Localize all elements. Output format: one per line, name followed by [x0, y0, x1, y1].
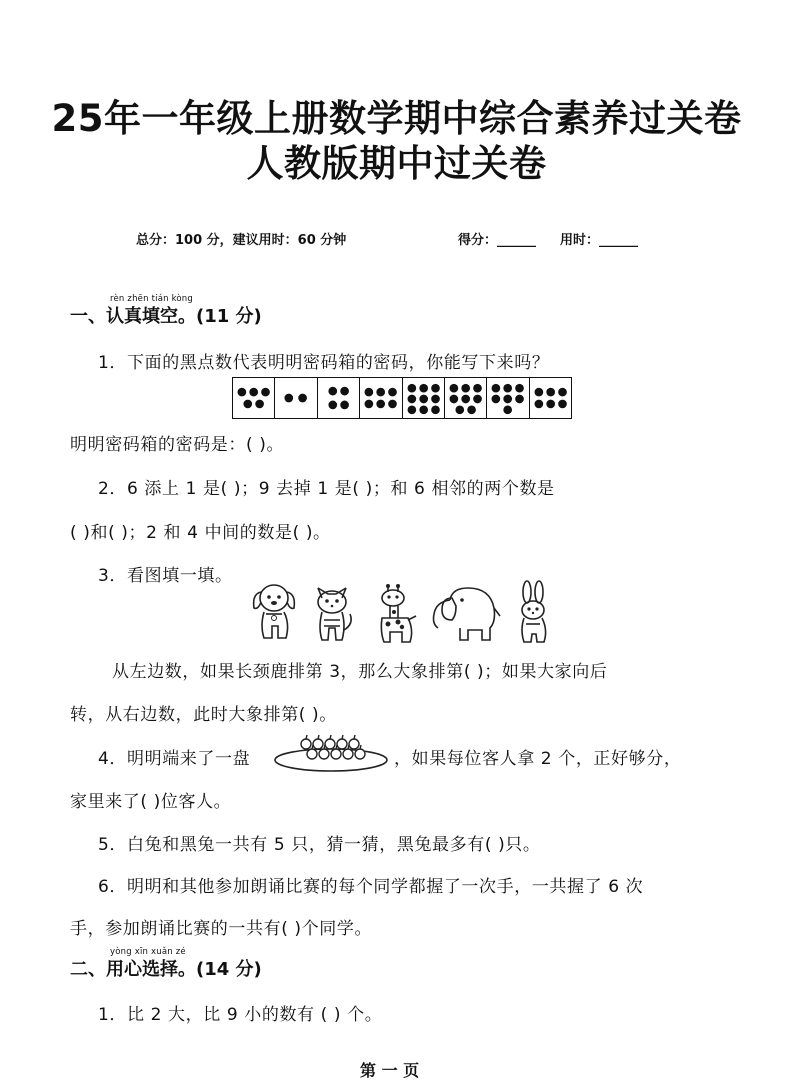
apple [313, 739, 323, 749]
dot [249, 388, 258, 397]
question-3-line1: 从左边数，如果长颈鹿排第 3，那么大象排第( )；如果大家向后 [112, 662, 608, 682]
dot [473, 384, 482, 393]
question-3-line2: 转，从右边数，此时大象排第( )。 [70, 705, 337, 725]
dot [558, 388, 567, 397]
dot [449, 395, 458, 404]
giraffe-icon [368, 580, 424, 646]
dot [388, 388, 397, 397]
score-field: 得分：______ [458, 233, 537, 248]
dot [340, 387, 349, 396]
apple-stem [306, 735, 307, 739]
apple [355, 749, 365, 759]
apple [349, 739, 359, 749]
question-2-line2: ( )和( )；2 和 4 中间的数是( )。 [70, 523, 331, 543]
dot-cell [403, 378, 445, 418]
exam-info: 总分：100 分，建议用时：60 分钟 [136, 233, 347, 248]
dot-cell [318, 378, 360, 418]
dot [455, 405, 464, 414]
dot-pattern [530, 378, 571, 418]
dot [419, 405, 428, 414]
rabbit-icon [512, 580, 552, 646]
apple [319, 749, 329, 759]
apple [301, 739, 311, 749]
dot [546, 388, 555, 397]
dot [388, 400, 397, 409]
dog-icon [248, 580, 300, 644]
dot-cell [530, 378, 571, 418]
dot-password-row [232, 377, 572, 419]
dot [504, 405, 513, 414]
dot [376, 388, 385, 397]
dot-pattern [233, 378, 274, 418]
dot [558, 400, 567, 409]
apple-stem [348, 745, 349, 749]
apple-stem [318, 735, 319, 739]
dot [492, 395, 501, 404]
question-4-part2: ，如果每位客人拿 2 个，正好够分， [394, 749, 682, 769]
dot [534, 400, 543, 409]
question-3: 3．看图填一填。 [98, 566, 233, 586]
section2-question-1: 1．比 2 大，比 9 小的数有 ( ) 个。 [98, 1005, 383, 1025]
apple [343, 749, 353, 759]
dot [449, 384, 458, 393]
section2-pinyin: yòng xīn xuǎn zé [110, 947, 186, 957]
elephant-icon [428, 580, 504, 644]
question-4-line2: 家里来了( )位客人。 [70, 792, 232, 812]
dot-pattern [445, 378, 486, 418]
question-4-part1: 4．明明端来了一盘 [98, 749, 251, 769]
dot-pattern [487, 378, 528, 418]
cat-icon [308, 580, 356, 644]
dot [407, 395, 416, 404]
apple-stem [354, 735, 355, 739]
question-6-line1: 6．明明和其他参加朗诵比赛的每个同学都握了一次手，一共握了 6 次 [98, 877, 644, 897]
dot [407, 405, 416, 414]
apple [307, 749, 317, 759]
exam-title-line1: 25年一年级上册数学期中综合素养过关卷 [51, 97, 742, 140]
dot-cell [487, 378, 529, 418]
dot [431, 384, 440, 393]
dot [261, 388, 270, 397]
apple-stem [342, 735, 343, 739]
apple [331, 749, 341, 759]
dot-pattern [275, 378, 316, 418]
dot [515, 395, 524, 404]
dot [340, 401, 349, 410]
question-5: 5．白兔和黑兔一共有 5 只，猜一猜，黑兔最多有( )只。 [98, 835, 541, 855]
dot [504, 384, 513, 393]
question-2-line1: 2．6 添上 1 是( )；9 去掉 1 是( )；和 6 相邻的两个数是 [98, 479, 555, 499]
dot [515, 384, 524, 393]
dot [328, 387, 337, 396]
apple-stem [324, 745, 325, 749]
dot-pattern [360, 378, 401, 418]
dot [243, 400, 252, 409]
dot [461, 395, 470, 404]
dot [431, 405, 440, 414]
apple-stem [360, 745, 361, 749]
dot-pattern [318, 378, 359, 418]
section2-title: 二、用心选择。(14 分) [70, 959, 262, 980]
section1-title: 一、认真填空。(11 分) [70, 306, 262, 327]
question-1-answer: 明明密码箱的密码是：( )。 [70, 435, 285, 455]
apple-stem [330, 735, 331, 739]
apple [325, 739, 335, 749]
dot-cell [233, 378, 275, 418]
dot [365, 400, 374, 409]
dot [328, 401, 337, 410]
question-1: 1．下面的黑点数代表明明密码箱的密码，你能写下来吗？ [98, 353, 550, 373]
dot [534, 388, 543, 397]
exam-title-line2: 人教版期中过关卷 [246, 142, 547, 185]
dot [299, 394, 308, 403]
dot [492, 384, 501, 393]
time-field: 用时：______ [560, 233, 639, 248]
apple-plate-icon [272, 730, 390, 774]
apple-stem [312, 745, 313, 749]
dot [285, 394, 294, 403]
dot-cell [275, 378, 317, 418]
section1-pinyin: rèn zhēn tián kòng [110, 294, 193, 304]
dot [419, 395, 428, 404]
dot [419, 384, 428, 393]
dot [407, 384, 416, 393]
dot [431, 395, 440, 404]
apple [337, 739, 347, 749]
dot [473, 395, 482, 404]
dot [546, 400, 555, 409]
dot [504, 395, 513, 404]
apple-stem [336, 745, 337, 749]
dot [461, 384, 470, 393]
dot [238, 388, 247, 397]
dot [376, 400, 385, 409]
dot [255, 400, 264, 409]
dot-cell [360, 378, 402, 418]
page-footer: 第 一 页 [360, 1061, 420, 1080]
question-6-line2: 手，参加朗诵比赛的一共有( )个同学。 [70, 919, 373, 939]
dot [467, 405, 476, 414]
dot-cell [445, 378, 487, 418]
dot-pattern [403, 378, 444, 418]
dot [365, 388, 374, 397]
